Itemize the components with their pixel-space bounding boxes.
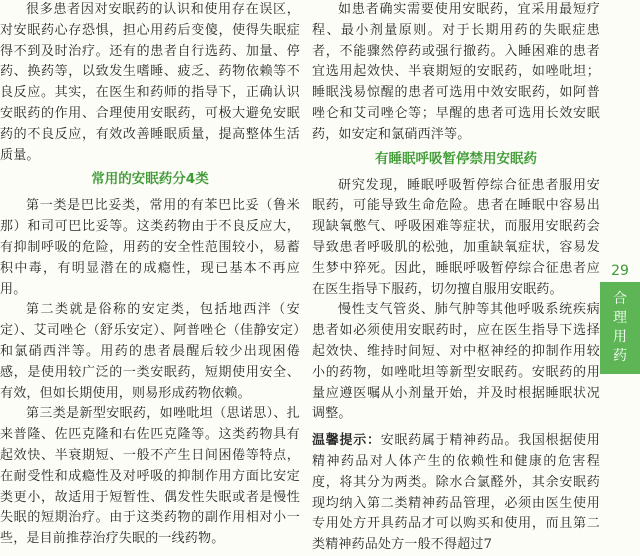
- section-heading-sleep-apnea: 有睡眠呼吸暂停禁用安眠药: [375, 150, 537, 167]
- section-tab-char: 合: [613, 291, 627, 307]
- left-column: [0, 0, 300, 550]
- paragraph-respiratory-disease: 慢性支气管炎、肺气肿等其他呼吸系统疾病患者如必须使用安眠药时，应在医生指导下选择起效快、维持时间短、对中枢神经的抑制作用较小的药物，如唑吡坦等新型安眠药。安眠药的用量应遵医嘱从小剂量开始，并及时根据睡眠状况调整。: [312, 302, 600, 422]
- paragraph-usage-principle: 如患者确实需要使用安眠药，宜采用最短疗程、最小剂量原则。对于长期用药的失眠症患者，不能骤然停药或强行撤药。入睡困难的患者宜选用起效快、半衰期短的安眠药，如唑吡坦；睡眠浅易惊醒的患者可选用中效安眠药，如阿普唑仑和艾司唑仑等；早醒的患者可选用长效安眠药，如安定和氯硝西泮等。: [312, 2, 600, 142]
- warm-tip: [312, 431, 600, 556]
- page-sidebar: [600, 260, 640, 374]
- paragraph-class-three: 第三类是新型安眠药，如唑吡坦（思诺思）、扎来普隆、佐匹克隆和右佐匹克隆等。这类药物具有起效快、半衰期短、一般不产生日间困倦等特点，在耐受性和成瘾性及对呼吸的抑制作用方面比安定类更小，故适用于短暂性、偶发性失眠或者是慢性失眠的短期治疗。由于这类药物的副作用相对小一些，是目前推荐治疗失眠的一线药物。: [0, 406, 300, 547]
- section-tab-char: 药: [613, 348, 627, 364]
- section-heading-four-classes: 常用的安眠药分4类: [91, 171, 209, 188]
- section-tab-char: 理: [613, 310, 627, 326]
- paragraph-class-one: 第一类是巴比妥类，常用的有苯巴比妥（鲁米那）和司可巴比妥等。这类药物由于不良反应大，有抑制呼吸的危险，用药的安全性范围较小，易蓄积中毒，有明显潜在的成瘾性，现已基本不再应用。: [0, 198, 300, 297]
- section-tab: [600, 282, 640, 374]
- page-number: 29: [611, 263, 629, 279]
- paragraph-class-two: 第二类就是俗称的安定类，包括地西泮（安定）、艾司唑仑（舒乐安定）、阿普唑仑（佳静安定）和氯硝西泮等。用药的患者晨醒后较少出现困倦感，是使用较广泛的一类安眠药，短期使用安全、有效，但如长期使用，则易形成药物依赖。: [0, 302, 300, 401]
- right-column: [312, 0, 600, 556]
- paragraph-intro: 很多患者因对安眠药的认识和使用存在误区，对安眠药心存恐惧，担心用药后变傻，使得失眠症得不到及时治疗。还有的患者自行选药、加量、停药、换药等，以致发生嗜睡、疲乏、药物依赖等不良反应。其实，在医生和药师的指导下，正确认识安眠药的作用、合理使用安眠药，可极大避免安眠药的不良反应，有效改善睡眠质量，提高整体生活质量。: [0, 2, 300, 163]
- warm-tip-label: 温馨提示：: [312, 433, 381, 449]
- section-tab-char: 用: [613, 329, 627, 345]
- warm-tip-text: 安眠药属于精神药品。我国根据使用精神药品对人体产生的依赖性和健康的危害程度，将其分为两类。除水合氯醛外，其余安眠药现均纳入第二类精神药品管理，必须由医生使用专用处方开具药品才可以购买和使用，而且第二类精神药品处方一般不得超过7: [312, 433, 600, 553]
- paragraph-sleep-apnea: 研究发现，睡眠呼吸暂停综合征患者服用安眠药，可能导致生命危险。患者在睡眠中容易出现缺氧憋气、呼吸困难等症状，而服用安眠药会导致患者呼吸肌的松弛，加重缺氧症状，容易发生梦中猝死。因此，睡眠呼吸暂停综合征患者应在医生指导下服药，切勿擅自服用安眠药。: [312, 177, 600, 297]
